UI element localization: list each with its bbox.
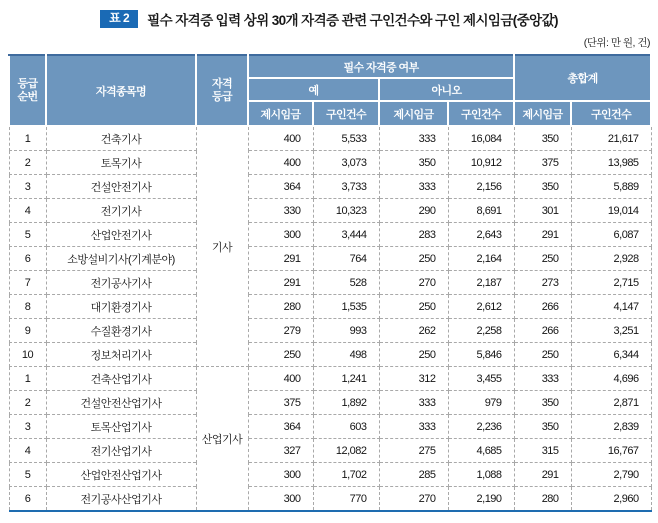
header-no-wage: 제시임금 — [379, 101, 448, 126]
total-count-cell: 16,767 — [571, 439, 651, 463]
no-wage-cell: 285 — [379, 463, 448, 487]
cert-name-cell: 건축산업기사 — [46, 367, 196, 391]
no-wage-cell: 270 — [379, 271, 448, 295]
total-wage-cell: 350 — [514, 415, 571, 439]
cert-name-cell: 수질환경기사 — [46, 319, 196, 343]
header-total-wage: 제시임금 — [514, 101, 571, 126]
header-rank-line2: 순번 — [17, 90, 38, 103]
total-wage-cell: 350 — [514, 126, 571, 151]
cert-name-cell: 소방설비기사(기계분야) — [46, 247, 196, 271]
total-count-cell: 4,147 — [571, 295, 651, 319]
no-count-cell: 979 — [448, 391, 514, 415]
table-row — [9, 319, 651, 343]
total-count-cell: 4,696 — [571, 367, 651, 391]
cert-name-cell: 산업안전기사 — [46, 223, 196, 247]
table-row — [9, 199, 651, 223]
header-required-group: 필수 자격증 여부 — [248, 55, 514, 78]
yes-count-cell: 5,533 — [313, 126, 379, 151]
total-count-cell: 19,014 — [571, 199, 651, 223]
table-row — [9, 223, 651, 247]
grade-cell-gisa: 기사 — [196, 126, 248, 367]
yes-count-cell: 3,444 — [313, 223, 379, 247]
yes-count-cell: 1,702 — [313, 463, 379, 487]
header-no: 아니오 — [379, 78, 514, 101]
rank-cell: 4 — [9, 439, 46, 463]
yes-count-cell: 1,892 — [313, 391, 379, 415]
cert-name-cell: 전기공사산업기사 — [46, 487, 196, 512]
total-count-cell: 13,985 — [571, 151, 651, 175]
header-yes-count: 구인건수 — [313, 101, 379, 126]
yes-wage-cell: 400 — [248, 151, 313, 175]
total-wage-cell: 250 — [514, 343, 571, 367]
no-wage-cell: 250 — [379, 295, 448, 319]
total-wage-cell: 280 — [514, 487, 571, 512]
rank-cell: 9 — [9, 319, 46, 343]
total-count-cell: 21,617 — [571, 126, 651, 151]
header-total-group: 총합계 — [514, 55, 651, 101]
yes-count-cell: 770 — [313, 487, 379, 512]
rank-cell: 1 — [9, 367, 46, 391]
total-wage-cell: 273 — [514, 271, 571, 295]
total-count-cell: 2,928 — [571, 247, 651, 271]
header-yes: 예 — [248, 78, 379, 101]
unit-note: (단위: 만 원, 건) — [583, 37, 650, 49]
yes-wage-cell: 250 — [248, 343, 313, 367]
total-wage-cell: 291 — [514, 463, 571, 487]
no-count-cell: 2,187 — [448, 271, 514, 295]
rank-cell: 8 — [9, 295, 46, 319]
no-count-cell: 3,455 — [448, 367, 514, 391]
no-wage-cell: 333 — [379, 175, 448, 199]
yes-count-cell: 528 — [313, 271, 379, 295]
total-wage-cell: 350 — [514, 175, 571, 199]
table-row — [9, 343, 651, 367]
total-wage-cell: 350 — [514, 391, 571, 415]
total-count-cell: 2,871 — [571, 391, 651, 415]
table-row — [9, 463, 651, 487]
no-count-cell: 2,236 — [448, 415, 514, 439]
rank-cell: 7 — [9, 271, 46, 295]
total-wage-cell: 375 — [514, 151, 571, 175]
no-count-cell: 2,258 — [448, 319, 514, 343]
header-grade-line2: 등급 — [211, 90, 233, 103]
yes-count-cell: 993 — [313, 319, 379, 343]
yes-count-cell: 603 — [313, 415, 379, 439]
no-wage-cell: 350 — [379, 151, 448, 175]
no-count-cell: 2,643 — [448, 223, 514, 247]
table-title-text: 필수 자격증 입력 상위 30개 자격증 관련 구인건수와 구인 제시임금(중앙값) — [147, 12, 558, 28]
no-count-cell: 8,691 — [448, 199, 514, 223]
rank-cell: 2 — [9, 391, 46, 415]
rank-cell: 10 — [9, 343, 46, 367]
table-row — [9, 271, 651, 295]
table-title — [8, 9, 650, 28]
yes-wage-cell: 400 — [248, 367, 313, 391]
no-count-cell: 2,164 — [448, 247, 514, 271]
table-row — [9, 126, 651, 151]
total-count-cell: 2,960 — [571, 487, 651, 512]
cert-name-cell: 전기기사 — [46, 199, 196, 223]
no-count-cell: 10,912 — [448, 151, 514, 175]
header-rank-line1: 등급 — [17, 77, 38, 90]
total-wage-cell: 301 — [514, 199, 571, 223]
header-rank — [9, 55, 46, 126]
yes-count-cell: 3,733 — [313, 175, 379, 199]
no-count-cell: 16,084 — [448, 126, 514, 151]
total-wage-cell: 266 — [514, 319, 571, 343]
no-wage-cell: 333 — [379, 391, 448, 415]
rank-cell: 4 — [9, 199, 46, 223]
rank-cell: 3 — [9, 415, 46, 439]
yes-count-cell: 1,535 — [313, 295, 379, 319]
cert-name-cell: 정보처리기사 — [46, 343, 196, 367]
total-count-cell: 2,715 — [571, 271, 651, 295]
rank-cell: 2 — [9, 151, 46, 175]
no-count-cell: 5,846 — [448, 343, 514, 367]
yes-wage-cell: 300 — [248, 463, 313, 487]
rank-cell: 5 — [9, 463, 46, 487]
table-row — [9, 247, 651, 271]
yes-wage-cell: 364 — [248, 415, 313, 439]
rank-cell: 1 — [9, 126, 46, 151]
no-wage-cell: 262 — [379, 319, 448, 343]
yes-count-cell: 1,241 — [313, 367, 379, 391]
no-count-cell: 2,156 — [448, 175, 514, 199]
total-wage-cell: 266 — [514, 295, 571, 319]
table-row — [9, 175, 651, 199]
yes-wage-cell: 291 — [248, 271, 313, 295]
no-count-cell: 1,088 — [448, 463, 514, 487]
header-total-count: 구인건수 — [571, 101, 651, 126]
yes-wage-cell: 280 — [248, 295, 313, 319]
wage-table — [8, 54, 652, 512]
cert-name-cell: 토목산업기사 — [46, 415, 196, 439]
table-row — [9, 487, 651, 512]
no-count-cell: 2,612 — [448, 295, 514, 319]
total-count-cell: 2,839 — [571, 415, 651, 439]
table-header — [9, 55, 651, 126]
yes-wage-cell: 400 — [248, 126, 313, 151]
yes-wage-cell: 327 — [248, 439, 313, 463]
yes-count-cell: 3,073 — [313, 151, 379, 175]
total-count-cell: 6,344 — [571, 343, 651, 367]
grade-cell-saneopgisa: 산업기사 — [196, 367, 248, 512]
table-row — [9, 151, 651, 175]
yes-wage-cell: 279 — [248, 319, 313, 343]
no-count-cell: 2,190 — [448, 487, 514, 512]
cert-name-cell: 건설안전산업기사 — [46, 391, 196, 415]
no-wage-cell: 312 — [379, 367, 448, 391]
yes-count-cell: 12,082 — [313, 439, 379, 463]
yes-wage-cell: 291 — [248, 247, 313, 271]
cert-name-cell: 전기산업기사 — [46, 439, 196, 463]
yes-count-cell: 10,323 — [313, 199, 379, 223]
yes-wage-cell: 375 — [248, 391, 313, 415]
table-row — [9, 391, 651, 415]
total-wage-cell: 315 — [514, 439, 571, 463]
no-count-cell: 4,685 — [448, 439, 514, 463]
rank-cell: 6 — [9, 487, 46, 512]
table-row — [9, 295, 651, 319]
no-wage-cell: 270 — [379, 487, 448, 512]
cert-name-cell: 전기공사기사 — [46, 271, 196, 295]
rank-cell: 3 — [9, 175, 46, 199]
header-grade-line1: 자격 — [211, 77, 233, 90]
cert-name-cell: 산업안전산업기사 — [46, 463, 196, 487]
total-count-cell: 6,087 — [571, 223, 651, 247]
yes-count-cell: 498 — [313, 343, 379, 367]
total-wage-cell: 291 — [514, 223, 571, 247]
table-number-badge: 표 2 — [100, 10, 138, 28]
no-wage-cell: 250 — [379, 343, 448, 367]
table-row — [9, 367, 651, 391]
header-yes-wage: 제시임금 — [248, 101, 313, 126]
total-wage-cell: 250 — [514, 247, 571, 271]
no-wage-cell: 333 — [379, 126, 448, 151]
table-row — [9, 415, 651, 439]
rank-cell: 5 — [9, 223, 46, 247]
cert-name-cell: 건설안전기사 — [46, 175, 196, 199]
yes-wage-cell: 300 — [248, 223, 313, 247]
yes-count-cell: 764 — [313, 247, 379, 271]
total-count-cell: 3,251 — [571, 319, 651, 343]
cert-name-cell: 건축기사 — [46, 126, 196, 151]
no-wage-cell: 290 — [379, 199, 448, 223]
header-no-count: 구인건수 — [448, 101, 514, 126]
yes-wage-cell: 364 — [248, 175, 313, 199]
yes-wage-cell: 300 — [248, 487, 313, 512]
no-wage-cell: 283 — [379, 223, 448, 247]
table-body — [9, 126, 651, 511]
no-wage-cell: 275 — [379, 439, 448, 463]
total-count-cell: 5,889 — [571, 175, 651, 199]
header-cert-name: 자격종목명 — [46, 55, 196, 126]
total-wage-cell: 333 — [514, 367, 571, 391]
rank-cell: 6 — [9, 247, 46, 271]
total-count-cell: 2,790 — [571, 463, 651, 487]
header-cert-grade — [196, 55, 248, 126]
cert-name-cell: 대기환경기사 — [46, 295, 196, 319]
no-wage-cell: 250 — [379, 247, 448, 271]
yes-wage-cell: 330 — [248, 199, 313, 223]
table-row — [9, 439, 651, 463]
no-wage-cell: 333 — [379, 415, 448, 439]
cert-name-cell: 토목기사 — [46, 151, 196, 175]
